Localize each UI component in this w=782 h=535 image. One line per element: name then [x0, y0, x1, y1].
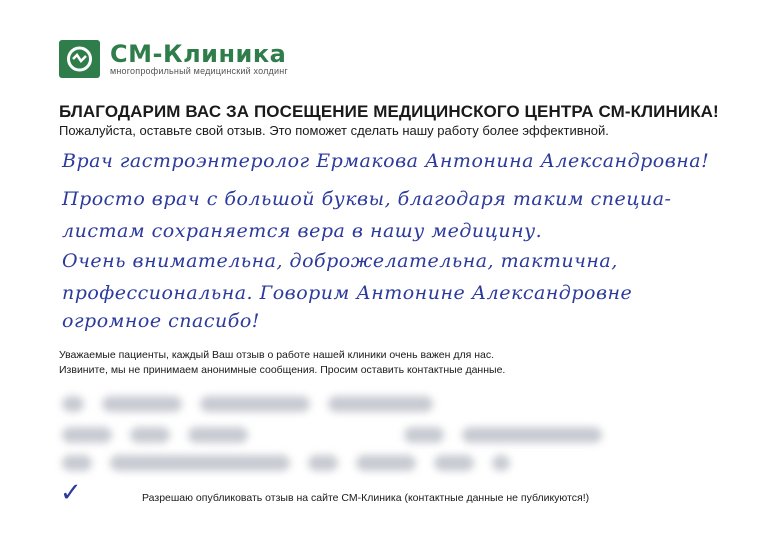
notice-line: Уважаемые пациенты, каждый Ваш отзыв о работе нашей клиники очень важен для нас. [59, 349, 495, 361]
redacted-block [110, 455, 290, 471]
redacted-email-field [62, 455, 510, 471]
brand-name: СМ-Клиника [110, 40, 287, 68]
consent-label: Разрешаю опубликовать отзыв на сайте СМ-Клиника (контактные данные не публикуются!) [142, 492, 590, 504]
redacted-block [62, 427, 112, 443]
redacted-block [492, 455, 510, 471]
redacted-name-field [62, 396, 433, 412]
consent-checkmark[interactable]: ✓ [60, 478, 82, 508]
review-line: Просто врач с большой буквы, благодаря таким специа- [62, 188, 672, 210]
redacted-block [200, 396, 310, 412]
review-line: Врач гастроэнтеролог Ермакова Антонина Александровна! [62, 150, 710, 172]
review-line: Очень внимательна, доброжелательна, тактична, [62, 250, 618, 272]
review-line: листам сохраняется вера в нашу медицину. [62, 220, 543, 242]
redacted-block [62, 396, 84, 412]
redacted-contact-field [62, 427, 602, 443]
review-line: профессиональна. Говорим Антонине Александровне [62, 282, 633, 304]
redacted-block [356, 455, 416, 471]
redacted-block [328, 396, 433, 412]
brand-block [110, 40, 288, 76]
redacted-block [62, 455, 92, 471]
form-subheading: Пожалуйста, оставьте свой отзыв. Это поможет сделать нашу работу более эффективной. [59, 123, 609, 138]
redacted-block [102, 396, 182, 412]
redacted-block [462, 427, 602, 443]
redacted-block [404, 427, 444, 443]
form-heading: БЛАГОДАРИМ ВАС ЗА ПОСЕЩЕНИЕ МЕДИЦИНСКОГО ЦЕНТРА СМ-КЛИНИКА! [59, 102, 719, 121]
brand-subtitle: многопрофильный медицинский холдинг [110, 66, 288, 76]
redacted-block [130, 427, 170, 443]
redacted-block [188, 427, 248, 443]
notice-line: Извините, мы не принимаем анонимные сообщения. Просим оставить контактные данные. [59, 364, 506, 376]
redacted-block [308, 455, 338, 471]
review-line: огромное спасибо! [62, 310, 260, 332]
redacted-block [434, 455, 474, 471]
clinic-logo-icon [59, 40, 100, 78]
